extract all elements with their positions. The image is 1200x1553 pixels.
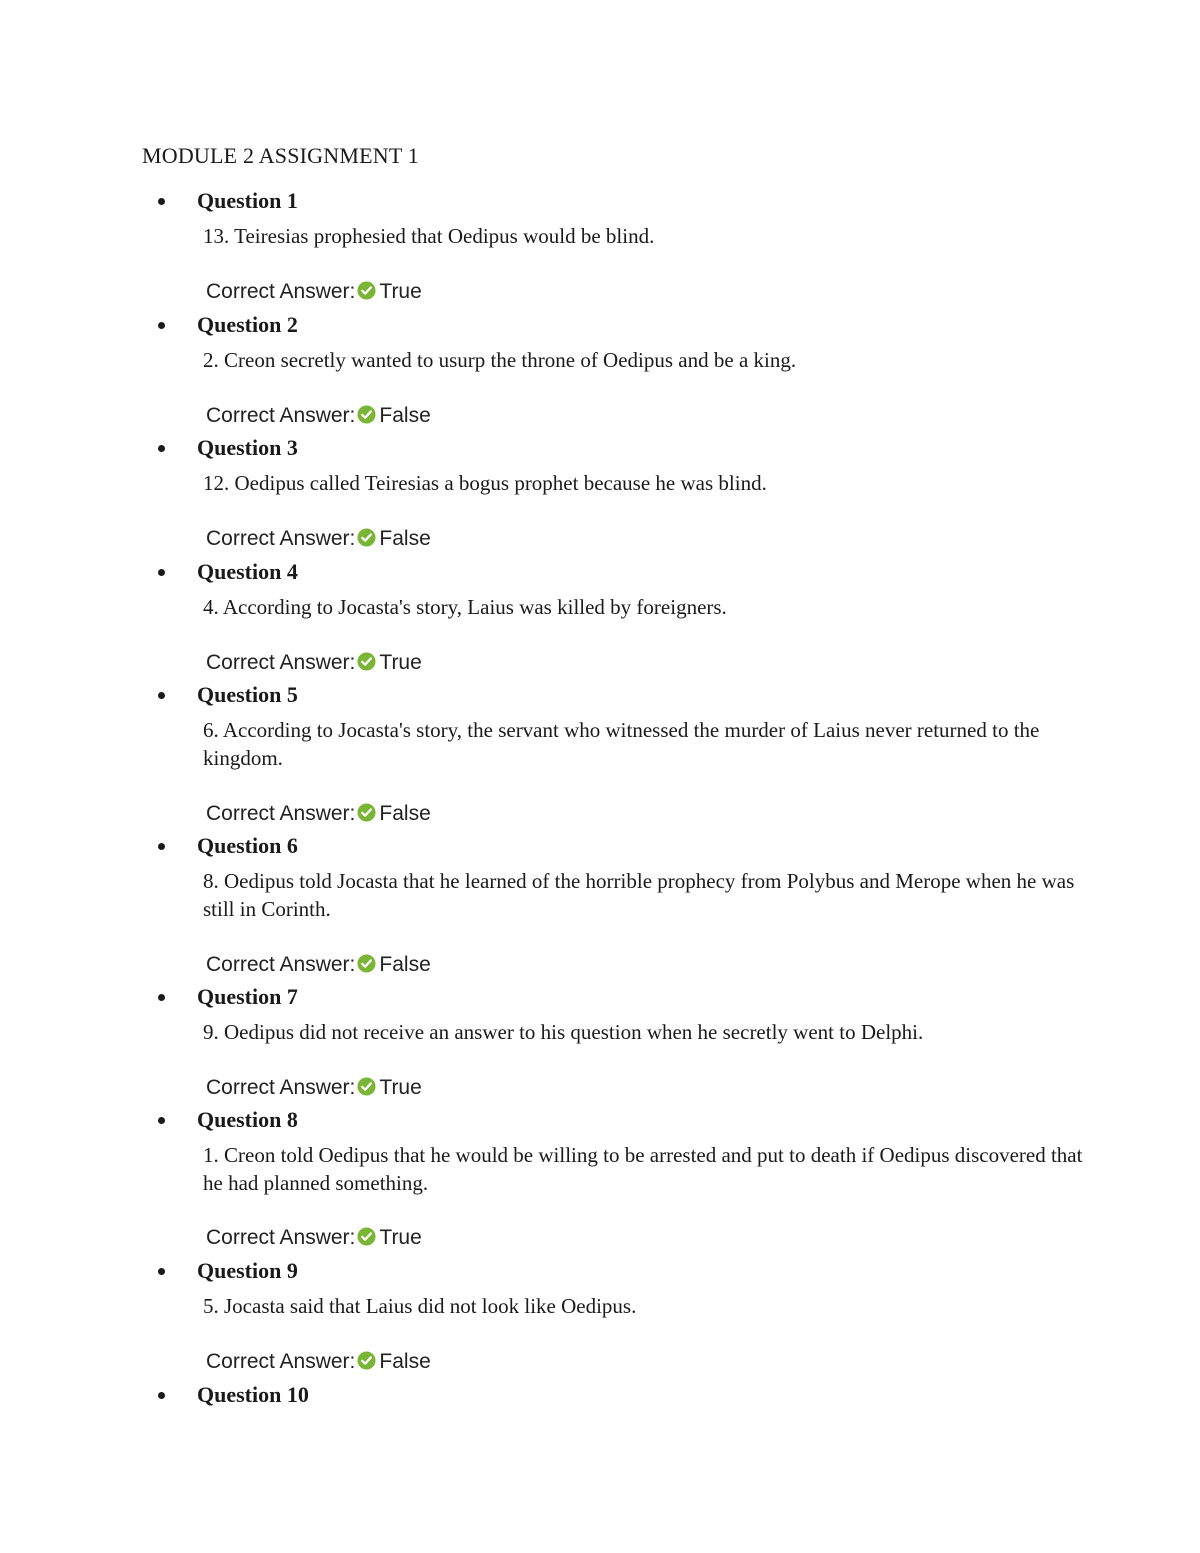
check-circle-icon <box>357 405 376 431</box>
answer-label: Correct Answer: <box>206 280 356 303</box>
correct-answer-row <box>206 1349 431 1377</box>
answer-value: False <box>379 953 431 976</box>
answer-label: Correct Answer: <box>206 404 356 427</box>
check-circle-icon <box>357 652 376 678</box>
question-title: Question 10 <box>197 1382 309 1407</box>
answer-value: True <box>379 1226 422 1249</box>
answer-value: True <box>379 1076 422 1099</box>
bullet-icon <box>158 843 165 850</box>
check-circle-icon <box>357 803 376 829</box>
bullet-icon <box>158 569 165 576</box>
bullet-icon <box>158 445 165 452</box>
bullet-icon <box>158 1392 165 1399</box>
correct-answer-row <box>206 952 431 980</box>
correct-answer-row <box>206 650 422 678</box>
question-text: 12. Oedipus called Teiresias a bogus prophet because he was blind. <box>203 471 767 495</box>
question-title: Question 2 <box>197 312 298 337</box>
question-title: Question 3 <box>197 435 298 460</box>
bullet-icon <box>158 994 165 1001</box>
question-text: 13. Teiresias prophesied that Oedipus would be blind. <box>203 224 655 248</box>
question-text: 2. Creon secretly wanted to usurp the throne of Oedipus and be a king. <box>203 348 797 372</box>
answer-label: Correct Answer: <box>206 651 356 674</box>
question-title: Question 7 <box>197 984 298 1009</box>
correct-answer-row <box>206 1225 422 1253</box>
bullet-icon <box>158 198 165 205</box>
answer-label: Correct Answer: <box>206 1226 356 1249</box>
question-title: Question 1 <box>197 188 298 213</box>
check-circle-icon <box>357 1351 376 1377</box>
answer-value: True <box>379 651 422 674</box>
correct-answer-row <box>206 801 431 829</box>
question-text: 4. According to Jocasta's story, Laius was killed by foreigners. <box>203 595 727 619</box>
check-circle-icon <box>357 528 376 554</box>
question-text: 5. Jocasta said that Laius did not look like Oedipus. <box>203 1294 637 1318</box>
question-text: 6. According to Jocasta's story, the servant who witnessed the murder of Laius never returned to the kingdom. <box>203 718 1040 770</box>
correct-answer-row <box>206 526 431 554</box>
question-title: Question 6 <box>197 833 298 858</box>
answer-label: Correct Answer: <box>206 802 356 825</box>
correct-answer-row <box>206 403 431 431</box>
answer-value: False <box>379 527 431 550</box>
question-text: 8. Oedipus told Jocasta that he learned of the horrible prophecy from Polybus and Merope when he was still in Corinth. <box>203 869 1075 921</box>
answer-value: False <box>379 1350 431 1373</box>
check-circle-icon <box>357 1227 376 1253</box>
question-text: 9. Oedipus did not receive an answer to his question when he secretly went to Delphi. <box>203 1020 924 1044</box>
check-circle-icon <box>357 281 376 307</box>
answer-label: Correct Answer: <box>206 527 356 550</box>
question-title: Question 5 <box>197 682 298 707</box>
correct-answer-row <box>206 279 422 307</box>
bullet-icon <box>158 692 165 699</box>
check-circle-icon <box>357 954 376 980</box>
answer-value: True <box>379 280 422 303</box>
answer-label: Correct Answer: <box>206 1350 356 1373</box>
bullet-icon <box>158 1268 165 1275</box>
bullet-icon <box>158 1117 165 1124</box>
question-title: Question 4 <box>197 559 298 584</box>
check-circle-icon <box>357 1077 376 1103</box>
answer-value: False <box>379 802 431 825</box>
bullet-icon <box>158 322 165 329</box>
document-title: MODULE 2 ASSIGNMENT 1 <box>142 143 419 168</box>
question-title: Question 8 <box>197 1107 298 1132</box>
answer-label: Correct Answer: <box>206 953 356 976</box>
answer-value: False <box>379 404 431 427</box>
answer-label: Correct Answer: <box>206 1076 356 1099</box>
question-text: 1. Creon told Oedipus that he would be willing to be arrested and put to death if Oedipus discovered that he had planned something. <box>203 1143 1083 1195</box>
correct-answer-row <box>206 1075 422 1103</box>
question-title: Question 9 <box>197 1258 298 1283</box>
